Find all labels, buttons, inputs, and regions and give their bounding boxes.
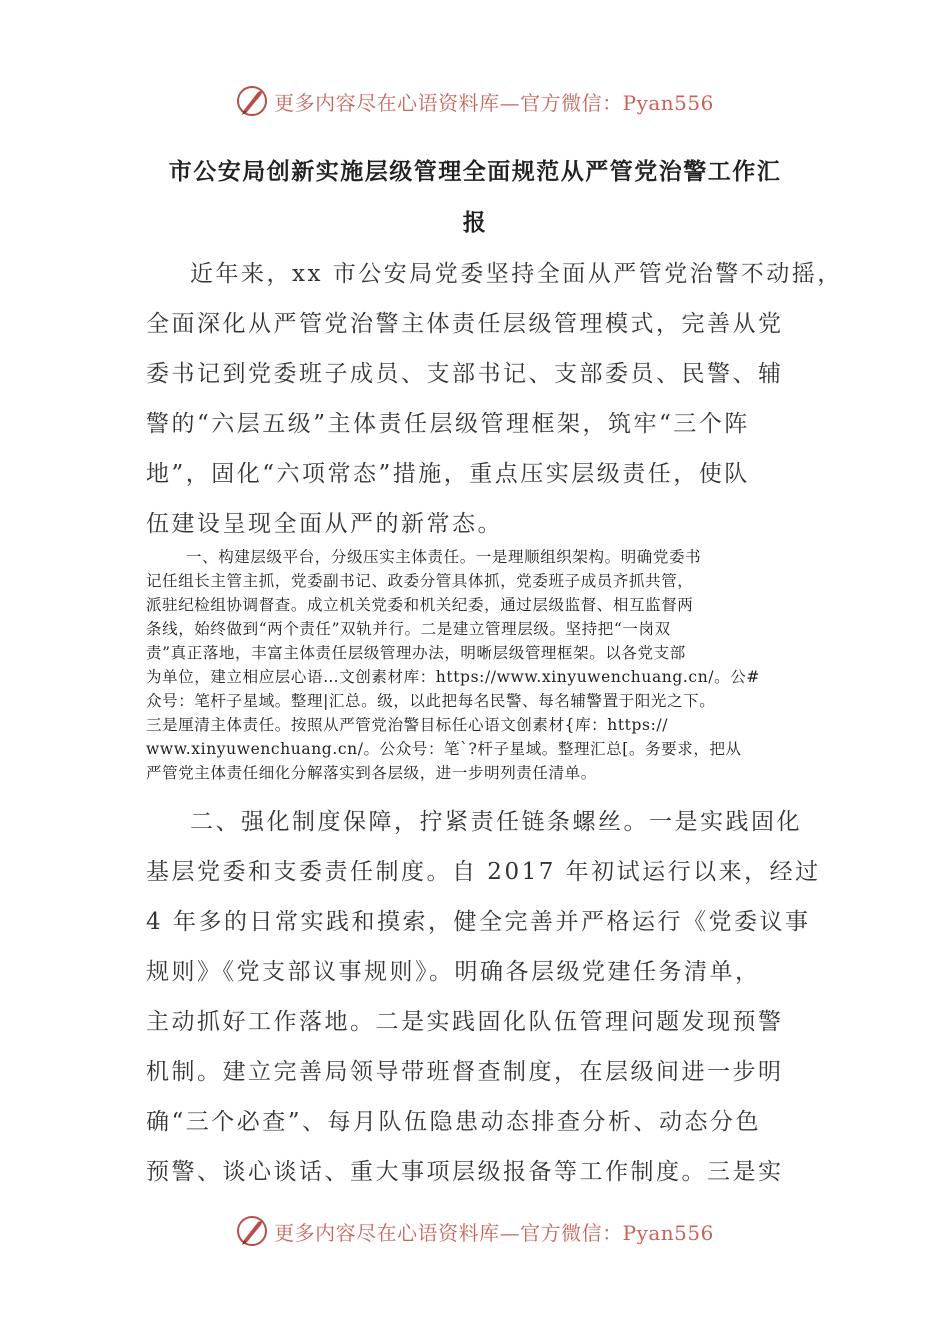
paragraph-3-line: 4 年多的日常实践和摸索，健全完善并严格运行《党委议事 (146, 909, 811, 935)
paragraph-1-line: 全面深化从严管党治警主体责任层级管理模式，完善从党 (146, 311, 784, 337)
watermark-banner-top (0, 76, 950, 126)
watermark-text: 更多内容尽在心语资料库—官方微信：Pyan556 (274, 1220, 714, 1245)
pen-quill-icon (236, 1214, 270, 1248)
paragraph-2-line: 一、构建层级平台，分级压实主体责任。一是理顺组织架构。明确党委书 (186, 548, 702, 566)
paragraph-3-line: 二、强化制度保障，拧紧责任链条螺丝。一是实践固化 (190, 809, 802, 835)
watermark-text: 更多内容尽在心语资料库—官方微信：Pyan556 (274, 90, 714, 115)
paragraph-2-line: www.xinyuwenchuang.cn/。公众号：笔`?杆子星域。整理汇总[。务要求，把从 (146, 740, 742, 758)
paragraph-3-line: 机制。建立完善局领导带班督查制度，在层级间进一步明 (146, 1059, 784, 1085)
paragraph-1-line: 委书记到党委班子成员、支部书记、支部委员、民警、辅 (146, 361, 784, 387)
paragraph-3-line: 确“三个必查”、每月队伍隐患动态排查分析、动态分色 (146, 1109, 762, 1135)
paragraph-1-line: 地”，固化“六项常态”措施，重点压实层级责任，使队 (146, 461, 750, 487)
document-title-line-1: 市公安局创新实施层级管理全面规范从严管党治警工作汇 (168, 159, 782, 185)
paragraph-2-line: 条线，始终做到“两个责任”双轨并行。二是建立管理层级。坚持把“一岗双 (146, 620, 671, 638)
paragraph-3-line: 规则》《党支部议事规则》。明确各层级党建任务清单， (146, 959, 761, 985)
paragraph-2-line: 众号：笔杆子星域。整理|汇总。级，以此把每名民警、每名辅警置于阳光之下。 (146, 692, 716, 710)
paragraph-2-line: 为单位，建立相应层心语…文创素材库：https://www.xinyuwenchuang.cn/。公# (146, 668, 760, 686)
paragraph-1-line: 近年来，xx 市公安局党委坚持全面从严管党治警不动摇， (190, 261, 843, 287)
paragraph-2-line: 严管党主体责任细化分解落实到各层级，进一步明列责任清单。 (146, 764, 597, 782)
paragraph-3-line: 主动抓好工作落地。二是实践固化队伍管理问题发现预警 (146, 1009, 784, 1035)
paragraph-1-line: 伍建设呈现全面从严的新常态。 (146, 511, 503, 537)
paragraph-2-line: 记任组长主管主抓，党委副书记、政委分管具体抓，党委班子成员齐抓共管， (146, 572, 694, 590)
paragraph-2-line: 三是厘清主体责任。按照从严管党治警目标任心语文创素材{库：https:// (146, 716, 669, 734)
paragraph-3-line: 预警、谈心谈话、重大事项层级报备等工作制度。三是实 (146, 1159, 784, 1185)
paragraph-3-line: 基层党委和支委责任制度。自 2017 年初试运行以来，经过 (146, 859, 821, 885)
document-title-line-2: 报 (462, 210, 488, 236)
paragraph-2-line: 责”真正落地，丰富主体责任层级管理办法，明晰层级管理框架。以各党支部 (146, 644, 686, 662)
paragraph-1-line: 警的“六层五级”主体责任层级管理框架，筑牢“三个阵 (146, 411, 750, 437)
paragraph-2-line: 派驻纪检组协调督查。成立机关党委和机关纪委，通过层级监督、相互监督两 (146, 596, 694, 614)
pen-quill-icon (236, 84, 270, 118)
watermark-banner-bottom (0, 1206, 950, 1256)
